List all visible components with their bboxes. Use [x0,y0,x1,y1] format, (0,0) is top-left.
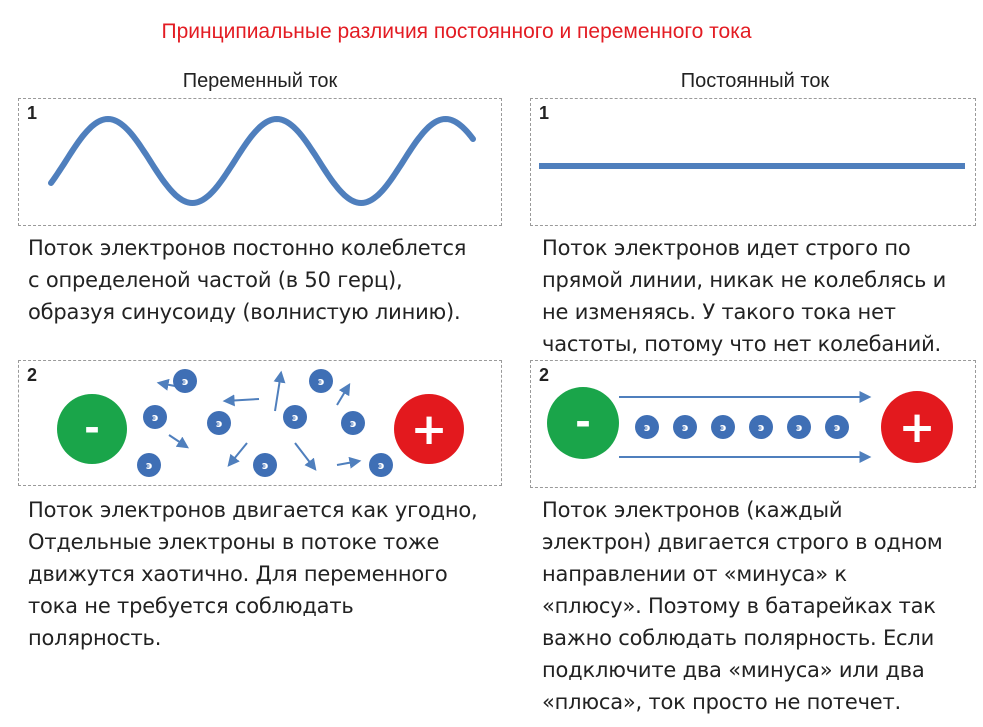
electron [253,453,277,477]
plus-sign: + [898,402,936,453]
electron-label: э [215,417,223,430]
plus-pole [394,394,464,464]
dc-waveform-box [530,98,976,226]
ac-box1-line: образуя синусоиду (волнистую линию). [28,300,461,324]
ac-heading: Переменный ток [182,70,338,92]
minus-sign: - [84,406,100,450]
dc-box2-line: Поток электронов (каждый [542,498,843,522]
ac-box2-line: Поток электронов двигается как угодно, [28,498,478,522]
chaos-arrow [337,385,349,405]
ac-box1-line: с определеной частой (в 50 герц), [28,268,403,292]
electron [207,411,231,435]
ac-box1-description [28,232,466,328]
dc-electron-box [530,360,976,488]
electron [369,453,393,477]
ac-waveform-box [18,98,502,226]
electron [137,453,161,477]
dc-electron-diagram [531,361,977,489]
dc-box2-line: подключите два «минуса» или два [542,658,925,682]
ac-box2-line: тока не требуется соблюдать [28,594,354,618]
chaos-arrow [229,443,247,465]
plus-pole [881,391,953,463]
electron [711,415,735,439]
dc-box2-number: 2 [539,365,550,385]
electron-label: э [291,411,299,424]
ac-electron-box [18,360,502,486]
dc-box1-line: частоты, потому что нет колебаний. [542,332,941,356]
chaos-arrow [295,443,315,469]
ac-box2-number: 2 [27,365,38,385]
dc-box2-line: электрон) двигается строго в одном [542,530,943,554]
dc-box1-number: 1 [539,103,550,123]
chaos-arrow [337,461,359,465]
electron [309,369,333,393]
dc-box2-line: направлении от «минуса» к [542,562,847,586]
electron [635,415,659,439]
dc-box1-description [542,232,946,360]
electron-label: э [681,421,689,434]
electron [341,411,365,435]
electron [283,405,307,429]
electron [787,415,811,439]
electron-label: э [349,417,357,430]
dc-heading: Постоянный ток [680,70,830,92]
ac-box2-line: полярность. [28,626,162,650]
ac-box1-line: Поток электронов постонно колеблется [28,236,467,260]
electron-label: э [377,459,385,472]
electron-label: э [719,421,727,434]
chaos-arrow [275,373,281,411]
electron [749,415,773,439]
ac-box2-line: движутся хаотично. Для переменного [28,562,448,586]
electron-label: э [795,421,803,434]
dc-box2-line: «плюса», ток просто не потечет. [542,690,902,714]
minus-pole [547,387,619,459]
dc-box2-line: важно соблюдать полярность. Если [542,626,935,650]
electron-label: э [833,421,841,434]
dc-box1-line: не изменяясь. У такого тока нет [542,300,896,324]
dc-box1-line: прямой линии, никак не колеблясь и [542,268,947,292]
minus-sign: - [575,400,591,444]
chaos-arrow [169,435,187,447]
electron-label: э [151,411,159,424]
electron-label: э [145,459,153,472]
dc-box2-description [542,494,943,718]
ac-electron-diagram [19,361,503,487]
minus-pole [57,394,127,464]
ac-box2-description [28,494,478,654]
electron-label: э [261,459,269,472]
ac-box2-line: Отдельные электроны в потоке тоже [28,530,440,554]
dc-box1-line: Поток электронов идет строго по [542,236,911,260]
electron [173,369,197,393]
dc-box2-line: «плюсу». Поэтому в батарейках так [542,594,936,618]
plus-sign: + [410,404,448,455]
electron-label: э [757,421,765,434]
electron [143,405,167,429]
electron-label: э [317,375,325,388]
chaos-arrow [225,399,259,401]
electron-label: э [181,375,189,388]
electron [825,415,849,439]
electron-label: э [643,421,651,434]
page-title: Принципиальные различия постоянного и переменного тока [161,20,752,43]
dc-straight-line [531,99,977,227]
ac-box1-number: 1 [27,103,38,123]
electron [673,415,697,439]
ac-sine-wave [19,99,503,227]
